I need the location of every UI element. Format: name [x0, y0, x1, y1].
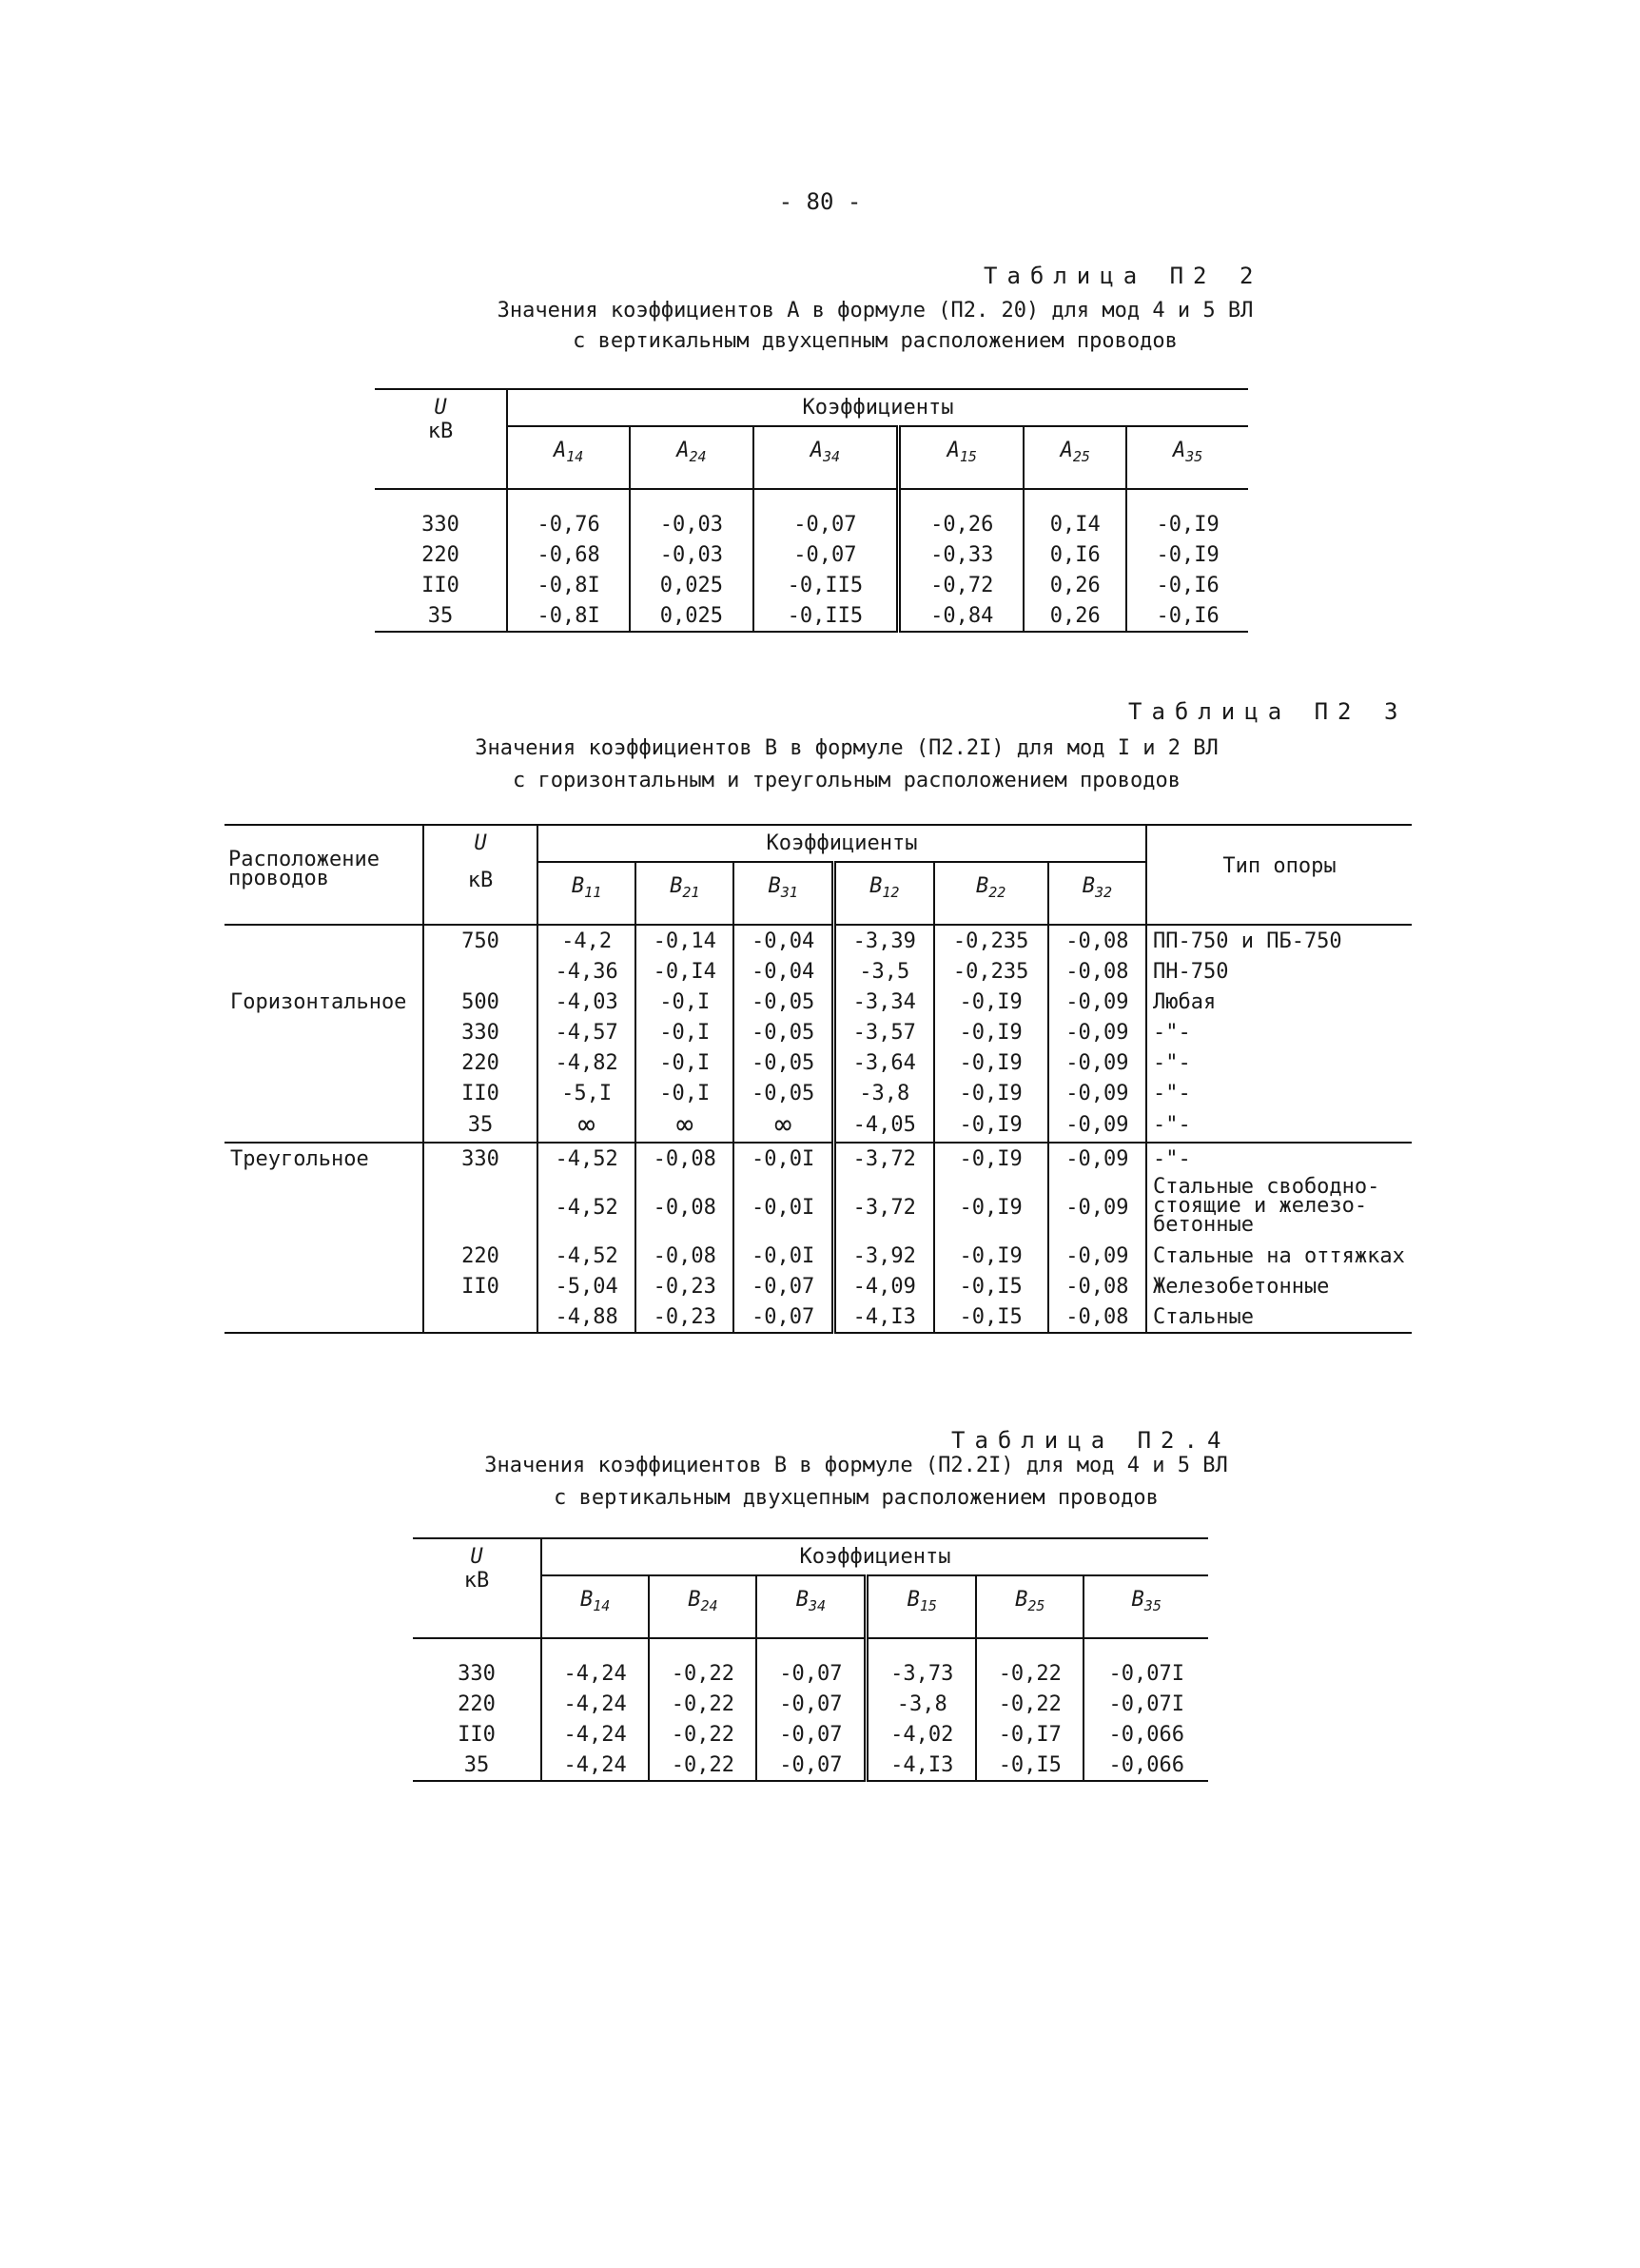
- value-cell: -0,22: [649, 1689, 756, 1719]
- table-row: [413, 1750, 1208, 1781]
- arrangement-cell: [225, 1078, 423, 1108]
- value-cell: -0,I9: [934, 987, 1048, 1017]
- value-cell: -0,22: [976, 1638, 1084, 1689]
- table24-body: [413, 1638, 1208, 1781]
- table-row: [225, 925, 1412, 956]
- value-cell: -0,09: [1048, 1174, 1146, 1241]
- coefficient-subscript: 12: [882, 884, 900, 901]
- coefficient-subscript: 25: [1027, 1597, 1045, 1614]
- support-type-cell: Стальные на оттяжках: [1153, 1243, 1405, 1268]
- value-cell: ∞: [635, 1108, 733, 1143]
- value-cell: -0,22: [976, 1689, 1084, 1719]
- support-type-cell: -"-: [1153, 1081, 1191, 1105]
- table-row: [225, 1271, 1412, 1301]
- value-cell: -3,73: [867, 1638, 976, 1689]
- coefficient-symbol: B: [768, 874, 781, 898]
- value-cell: -0,07: [756, 1638, 866, 1689]
- coefficient-subscript: 34: [822, 448, 840, 465]
- value-cell: -0,07: [756, 1750, 866, 1781]
- table23-col-header: [733, 862, 833, 925]
- support-type-cell: Стальные свободно-стоящие и железо-бетонные: [1153, 1175, 1380, 1237]
- table22-unit-header: кВ: [427, 420, 454, 443]
- value-cell: -4,I3: [867, 1750, 976, 1781]
- value-cell: -4,52: [537, 1174, 635, 1241]
- value-cell: ∞: [733, 1108, 833, 1143]
- voltage-cell: II0: [413, 1719, 541, 1750]
- coefficient-subscript: 35: [1185, 448, 1203, 465]
- support-type-cell: Стальные: [1153, 1304, 1254, 1329]
- voltage-cell: 330: [413, 1638, 541, 1689]
- voltage-cell: [423, 1301, 537, 1333]
- coefficient-subscript: 14: [593, 1597, 611, 1614]
- value-cell: -4,2: [537, 925, 635, 956]
- table22-col-header: [753, 426, 899, 489]
- table23-coeff-header: Коэффициенты: [537, 825, 1146, 862]
- value-cell: -3,57: [833, 1017, 933, 1047]
- table-row: [375, 539, 1248, 570]
- coefficient-subscript: 32: [1094, 884, 1113, 901]
- value-cell: 0,025: [630, 570, 752, 600]
- support-type-cell: -"-: [1153, 1113, 1191, 1137]
- value-cell: -0,08: [1048, 1271, 1146, 1301]
- table-row: [225, 1108, 1412, 1143]
- value-cell: -0,235: [934, 956, 1048, 987]
- value-cell: ∞: [537, 1108, 635, 1143]
- table-row: [225, 1078, 1412, 1108]
- value-cell: -4,05: [833, 1108, 933, 1143]
- voltage-cell: [423, 1174, 537, 1241]
- voltage-cell: 500: [423, 987, 537, 1017]
- value-cell: -0,8I: [507, 600, 630, 632]
- value-cell: -4,82: [537, 1047, 635, 1078]
- value-cell: -0,07: [756, 1719, 866, 1750]
- table24: [413, 1537, 1208, 1782]
- value-cell: -0,22: [649, 1638, 756, 1689]
- coefficient-symbol: A: [1060, 439, 1073, 462]
- voltage-cell: 35: [413, 1750, 541, 1781]
- table24-coeff-header: Коэффициенты: [541, 1538, 1208, 1575]
- voltage-cell: [423, 956, 537, 987]
- value-cell: -0,14: [635, 925, 733, 956]
- arrangement-cell: [225, 1241, 423, 1271]
- value-cell: -0,23: [635, 1301, 733, 1333]
- value-cell: -3,8: [833, 1078, 933, 1108]
- coefficient-symbol: B: [976, 874, 989, 898]
- value-cell: -0,09: [1048, 987, 1146, 1017]
- coefficient-subscript: 15: [919, 1597, 937, 1614]
- table22-col-header: [507, 426, 630, 489]
- value-cell: -3,8: [867, 1689, 976, 1719]
- table23-col-header: [635, 862, 733, 925]
- value-cell: -0,II5: [753, 600, 899, 632]
- value-cell: -0,I5: [976, 1750, 1084, 1781]
- table-row: [375, 600, 1248, 632]
- voltage-cell: 220: [375, 539, 507, 570]
- value-cell: -0,I9: [934, 1108, 1048, 1143]
- value-cell: -4,57: [537, 1017, 635, 1047]
- table-row: [225, 1301, 1412, 1333]
- table22-caption-line1: Значения коэффициентов A в формуле (П2. 20) для мод 4 и 5 ВЛ: [497, 299, 1254, 323]
- coefficient-symbol: B: [670, 874, 683, 898]
- coefficient-subscript: 31: [780, 884, 798, 901]
- value-cell: -0,08: [635, 1143, 733, 1174]
- arrangement-cell: [225, 1301, 423, 1333]
- table22: [375, 388, 1248, 633]
- value-cell: -3,64: [833, 1047, 933, 1078]
- value-cell: -0,04: [733, 925, 833, 956]
- value-cell: 0,I4: [1024, 489, 1126, 539]
- value-cell: -0,84: [899, 600, 1025, 632]
- arrangement-cell: [225, 925, 423, 956]
- value-cell: -4,24: [541, 1750, 649, 1781]
- table23-col-header: [537, 862, 635, 925]
- coefficient-subscript: 14: [566, 448, 584, 465]
- table24-u-header: U: [470, 1545, 483, 1569]
- coefficient-symbol: B: [688, 1588, 701, 1612]
- table22-col-header: [630, 426, 752, 489]
- value-cell: -4,I3: [833, 1301, 933, 1333]
- value-cell: -0,08: [1048, 925, 1146, 956]
- arrangement-cell: [225, 1174, 423, 1241]
- table22-col-header: [1126, 426, 1248, 489]
- value-cell: -0,03: [630, 489, 752, 539]
- value-cell: -0,22: [649, 1750, 756, 1781]
- table-row: [375, 489, 1248, 539]
- value-cell: -0,I9: [1156, 542, 1220, 567]
- arrangement-cell: Треугольное: [225, 1143, 423, 1174]
- value-cell: -0,08: [1048, 956, 1146, 987]
- table22-u-header: U: [434, 396, 447, 420]
- value-cell: -4,02: [867, 1719, 976, 1750]
- support-type-cell: -"-: [1153, 1146, 1191, 1171]
- table24-col-header: [649, 1575, 756, 1638]
- table24-caption-line2: с вертикальным двухцепным расположением проводов: [554, 1486, 1159, 1510]
- table23-arrangement-header: Расположение проводов: [228, 848, 380, 890]
- value-cell: -0,I9: [1156, 512, 1220, 537]
- coefficient-subscript: 11: [584, 884, 602, 901]
- table22-col-header: [1024, 426, 1126, 489]
- table-row: [225, 987, 1412, 1017]
- value-cell: -0,0I: [733, 1143, 833, 1174]
- voltage-cell: 220: [413, 1689, 541, 1719]
- value-cell: -4,09: [833, 1271, 933, 1301]
- value-cell: -0,26: [899, 489, 1025, 539]
- value-cell: -0,22: [649, 1719, 756, 1750]
- value-cell: -0,I9: [934, 1143, 1048, 1174]
- table24-unit-header: кВ: [463, 1569, 490, 1593]
- value-cell: -0,33: [899, 539, 1025, 570]
- support-type-cell: ПП-750 и ПБ-750: [1153, 929, 1342, 953]
- support-type-cell: Железобетонные: [1153, 1274, 1330, 1299]
- coefficient-subscript: 34: [808, 1597, 827, 1614]
- coefficient-symbol: B: [1082, 874, 1095, 898]
- table24-col-header: [756, 1575, 866, 1638]
- table23-type-header: Тип опоры: [1146, 825, 1412, 925]
- value-cell: -0,I: [635, 1017, 733, 1047]
- arrangement-cell: [225, 1047, 423, 1078]
- value-cell: -0,I5: [934, 1271, 1048, 1301]
- voltage-cell: 330: [423, 1143, 537, 1174]
- voltage-cell: 35: [423, 1108, 537, 1143]
- value-cell: -0,I9: [934, 1241, 1048, 1271]
- coefficient-symbol: B: [579, 1588, 594, 1612]
- value-cell: -3,34: [833, 987, 933, 1017]
- value-cell: 0,025: [630, 600, 752, 632]
- arrangement-cell: [225, 1271, 423, 1301]
- value-cell: -0,09: [1048, 1108, 1146, 1143]
- coefficient-symbol: B: [869, 874, 883, 898]
- table24-col-header: [867, 1575, 976, 1638]
- voltage-cell: 220: [423, 1241, 537, 1271]
- value-cell: -0,05: [733, 1017, 833, 1047]
- table24-col-header: [1084, 1575, 1208, 1638]
- value-cell: -0,08: [635, 1241, 733, 1271]
- value-cell: -0,8I: [507, 570, 630, 600]
- value-cell: -0,0I: [733, 1241, 833, 1271]
- coefficient-symbol: A: [553, 439, 567, 462]
- value-cell: -0,68: [507, 539, 630, 570]
- value-cell: -0,I9: [934, 1078, 1048, 1108]
- coefficient-symbol: B: [907, 1588, 920, 1612]
- value-cell: -0,0I: [733, 1174, 833, 1241]
- value-cell: -0,07: [753, 489, 899, 539]
- table24-label: Таблица П2.4: [951, 1427, 1231, 1454]
- coefficient-symbol: B: [1015, 1588, 1028, 1612]
- value-cell: -4,24: [541, 1719, 649, 1750]
- table-row: [225, 956, 1412, 987]
- value-cell: -0,07I: [1108, 1661, 1184, 1686]
- table-row: [375, 570, 1248, 600]
- value-cell: -0,09: [1048, 1047, 1146, 1078]
- value-cell: -4,88: [537, 1301, 635, 1333]
- value-cell: -3,72: [833, 1143, 933, 1174]
- value-cell: -0,II5: [753, 570, 899, 600]
- table23-caption-line1: Значения коэффициентов B в формуле (П2.2I) для мод I и 2 ВЛ: [475, 736, 1219, 760]
- value-cell: -0,I: [635, 1078, 733, 1108]
- table-row: [413, 1638, 1208, 1689]
- value-cell: -0,09: [1048, 1241, 1146, 1271]
- table23-col-header: [1048, 862, 1146, 925]
- table23-caption-line2: с горизонтальным и треугольным расположением проводов: [513, 769, 1181, 792]
- table24-col-header: [541, 1575, 649, 1638]
- value-cell: -0,I: [635, 987, 733, 1017]
- value-cell: -0,I7: [976, 1719, 1084, 1750]
- voltage-cell: 220: [423, 1047, 537, 1078]
- value-cell: 0,I6: [1024, 539, 1126, 570]
- table-row: [225, 1017, 1412, 1047]
- value-cell: -0,09: [1048, 1078, 1146, 1108]
- value-cell: -4,52: [537, 1143, 635, 1174]
- voltage-cell: 330: [423, 1017, 537, 1047]
- value-cell: -0,09: [1048, 1143, 1146, 1174]
- value-cell: -0,I9: [934, 1174, 1048, 1241]
- arrangement-cell: [225, 1017, 423, 1047]
- value-cell: -0,I9: [934, 1017, 1048, 1047]
- value-cell: -0,I6: [1156, 603, 1220, 628]
- table23-body: [225, 925, 1412, 1333]
- value-cell: -4,24: [541, 1638, 649, 1689]
- support-type-cell: ПН-750: [1153, 959, 1229, 984]
- value-cell: 0,26: [1024, 570, 1126, 600]
- coefficient-symbol: A: [1172, 439, 1186, 462]
- value-cell: -0,08: [635, 1174, 733, 1241]
- voltage-cell: 330: [375, 489, 507, 539]
- voltage-cell: II0: [375, 570, 507, 600]
- value-cell: -3,72: [833, 1174, 933, 1241]
- table22-caption-line2: с вертикальным двухцепным расположением проводов: [573, 329, 1178, 353]
- support-type-cell: -"-: [1153, 1050, 1191, 1075]
- value-cell: -0,07: [733, 1271, 833, 1301]
- voltage-cell: 35: [375, 600, 507, 632]
- coefficient-symbol: A: [676, 439, 690, 462]
- value-cell: -0,07I: [1108, 1691, 1184, 1716]
- table-row: [225, 1241, 1412, 1271]
- value-cell: -0,I4: [635, 956, 733, 987]
- coefficient-subscript: 25: [1072, 448, 1090, 465]
- value-cell: -0,07: [753, 539, 899, 570]
- table24-col-header: [976, 1575, 1084, 1638]
- value-cell: -4,24: [541, 1689, 649, 1719]
- value-cell: -0,05: [733, 1047, 833, 1078]
- value-cell: -3,5: [833, 956, 933, 987]
- table-row: [225, 1143, 1412, 1174]
- table24-caption-line1: Значения коэффициентов B в формуле (П2.2I) для мод 4 и 5 ВЛ: [484, 1454, 1228, 1477]
- support-type-cell: Любая: [1153, 989, 1217, 1014]
- value-cell: -5,I: [537, 1078, 635, 1108]
- value-cell: -0,I: [635, 1047, 733, 1078]
- value-cell: -0,235: [934, 925, 1048, 956]
- value-cell: -0,066: [1108, 1752, 1184, 1777]
- value-cell: -0,23: [635, 1271, 733, 1301]
- voltage-cell: 750: [423, 925, 537, 956]
- value-cell: -0,05: [733, 987, 833, 1017]
- value-cell: -3,39: [833, 925, 933, 956]
- arrangement-cell: [225, 956, 423, 987]
- value-cell: -0,05: [733, 1078, 833, 1108]
- value-cell: -4,03: [537, 987, 635, 1017]
- table-row: [413, 1689, 1208, 1719]
- voltage-cell: II0: [423, 1271, 537, 1301]
- value-cell: -0,07: [733, 1301, 833, 1333]
- table-row: [225, 1047, 1412, 1078]
- arrangement-cell: [225, 1108, 423, 1143]
- table23-unit-header: кВ: [467, 869, 494, 892]
- page-number: - 80 -: [778, 188, 862, 215]
- value-cell: -4,36: [537, 956, 635, 987]
- value-cell: -0,03: [630, 539, 752, 570]
- value-cell: -0,I9: [934, 1047, 1048, 1078]
- table22-coeff-header: Коэффициенты: [507, 389, 1248, 426]
- table23-col-header: [934, 862, 1048, 925]
- table23: [225, 824, 1412, 1334]
- value-cell: -0,08: [1048, 1301, 1146, 1333]
- value-cell: -0,07: [756, 1689, 866, 1719]
- table23-label: Таблица П2 3: [1128, 698, 1408, 725]
- coefficient-subscript: 24: [689, 448, 707, 465]
- coefficient-symbol: B: [571, 874, 585, 898]
- table22-body: [375, 489, 1248, 632]
- value-cell: -0,09: [1048, 1017, 1146, 1047]
- coefficient-symbol: B: [1131, 1588, 1144, 1612]
- value-cell: 0,26: [1024, 600, 1126, 632]
- coefficient-subscript: 21: [682, 884, 700, 901]
- table22-col-header: [899, 426, 1025, 489]
- coefficient-symbol: A: [947, 439, 960, 462]
- value-cell: -3,92: [833, 1241, 933, 1271]
- coefficient-symbol: A: [810, 439, 823, 462]
- value-cell: -0,I6: [1156, 573, 1220, 597]
- table23-u-header: U: [474, 831, 487, 855]
- support-type-cell: -"-: [1153, 1020, 1191, 1045]
- coefficient-subscript: 35: [1143, 1597, 1162, 1614]
- value-cell: -4,52: [537, 1241, 635, 1271]
- value-cell: -0,72: [899, 570, 1025, 600]
- voltage-cell: II0: [423, 1078, 537, 1108]
- value-cell: -0,I5: [934, 1301, 1048, 1333]
- coefficient-subscript: 15: [959, 448, 977, 465]
- coefficient-subscript: 24: [700, 1597, 718, 1614]
- table22-label: Таблица П2 2: [984, 263, 1263, 289]
- coefficient-symbol: B: [795, 1588, 809, 1612]
- value-cell: -0,066: [1108, 1722, 1184, 1747]
- table-row: [225, 1174, 1412, 1241]
- value-cell: -5,04: [537, 1271, 635, 1301]
- coefficient-subscript: 22: [988, 884, 1006, 901]
- value-cell: -0,04: [733, 956, 833, 987]
- arrangement-cell: Горизонтальное: [225, 987, 423, 1017]
- table-row: [413, 1719, 1208, 1750]
- table23-col-header: [833, 862, 933, 925]
- value-cell: -0,76: [507, 489, 630, 539]
